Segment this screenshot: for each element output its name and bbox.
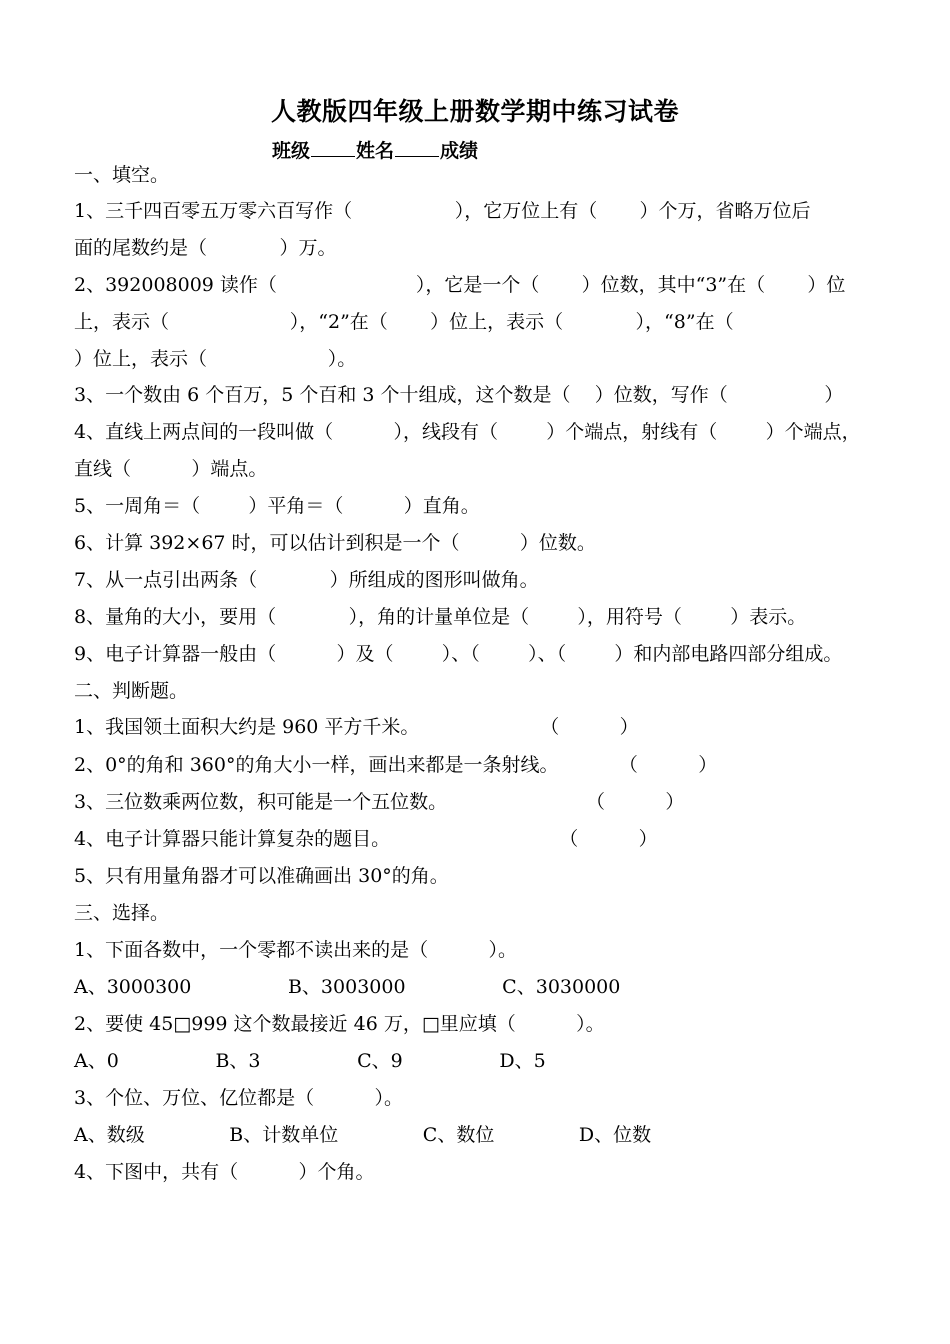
question-line: 4、电子计算器只能计算复杂的题目。 （ ）	[74, 828, 658, 850]
page-title: 人教版四年级上册数学期中练习试卷	[270, 97, 679, 126]
name-blank	[395, 140, 439, 157]
question-line: 1、下面各数中，一个零都不读出来的是（ ）。	[74, 939, 517, 961]
question-line: 3、一个数由 6 个百万，5 个百和 3 个十组成，这个数是（ ）位数，写作（ ）	[74, 384, 844, 406]
question-line: 3、三位数乘两位数，积可能是一个五位数。 （ ）	[74, 791, 685, 813]
choice-options: A、0 B、3 C、9 D、5	[74, 1050, 546, 1072]
question-line: 5、只有用量角器才可以准确画出 30°的角。	[74, 865, 449, 887]
question-line: 2、0°的角和 360°的角大小一样，画出来都是一条射线。 （ ）	[74, 754, 718, 776]
question-line: 面的尾数约是（ ）万。	[74, 237, 337, 259]
question-line: 4、直线上两点间的一段叫做（ ），线段有（ ）个端点，射线有（ ）个端点，	[74, 421, 861, 443]
question-line: 直线（ ）端点。	[74, 458, 268, 480]
question-line: 4、下图中，共有（ ）个角。	[74, 1161, 375, 1183]
class-label: 班级	[272, 140, 311, 162]
question-line: 9、电子计算器一般由（ ）及（ ）、（ ）、（ ）和内部电路四部分组成。	[74, 643, 843, 665]
question-line: 2、要使 45□999 这个数最接近 46 万，□里应填（ ）。	[74, 1013, 605, 1035]
question-line: 8、量角的大小，要用（ ），角的计量单位是（ ），用符号（ ）表示。	[74, 606, 807, 628]
student-info-header	[272, 136, 478, 163]
question-line: 上，表示（ ），“2”在（ ）位上，表示（ ），“8”在（	[74, 311, 734, 333]
class-blank	[311, 140, 355, 157]
question-line: ）位上，表示（ ）。	[74, 348, 357, 370]
question-line: 7、从一点引出两条（ ）所组成的图形叫做角。	[74, 569, 539, 591]
question-line: 1、我国领土面积大约是 960 平方千米。 （ ）	[74, 716, 639, 738]
section-true-false-heading: 二、判断题。	[74, 680, 189, 702]
choice-options: A、数级 B、计数单位 C、数位 D、位数	[74, 1124, 652, 1146]
question-line: 6、计算 392×67 时，可以估计到积是一个（ ）位数。	[74, 532, 596, 554]
choice-options: A、3000300 B、3003000 C、3030000	[74, 976, 621, 998]
section-fill-in-heading: 一、填空。	[74, 164, 170, 186]
score-label: 成绩	[440, 140, 479, 162]
question-line: 2、392008009 读作（ ），它是一个（ ）位数，其中“3”在（ ）位	[74, 274, 846, 296]
name-label: 姓名	[356, 140, 395, 162]
question-line: 1、三千四百零五万零六百写作（ ），它万位上有（ ）个万，省略万位后	[74, 200, 811, 222]
question-line: 3、个位、万位、亿位都是（ ）。	[74, 1087, 403, 1109]
question-line: 5、一周角＝（ ）平角＝（ ）直角。	[74, 495, 480, 517]
section-multiple-choice-heading: 三、选择。	[74, 902, 170, 924]
